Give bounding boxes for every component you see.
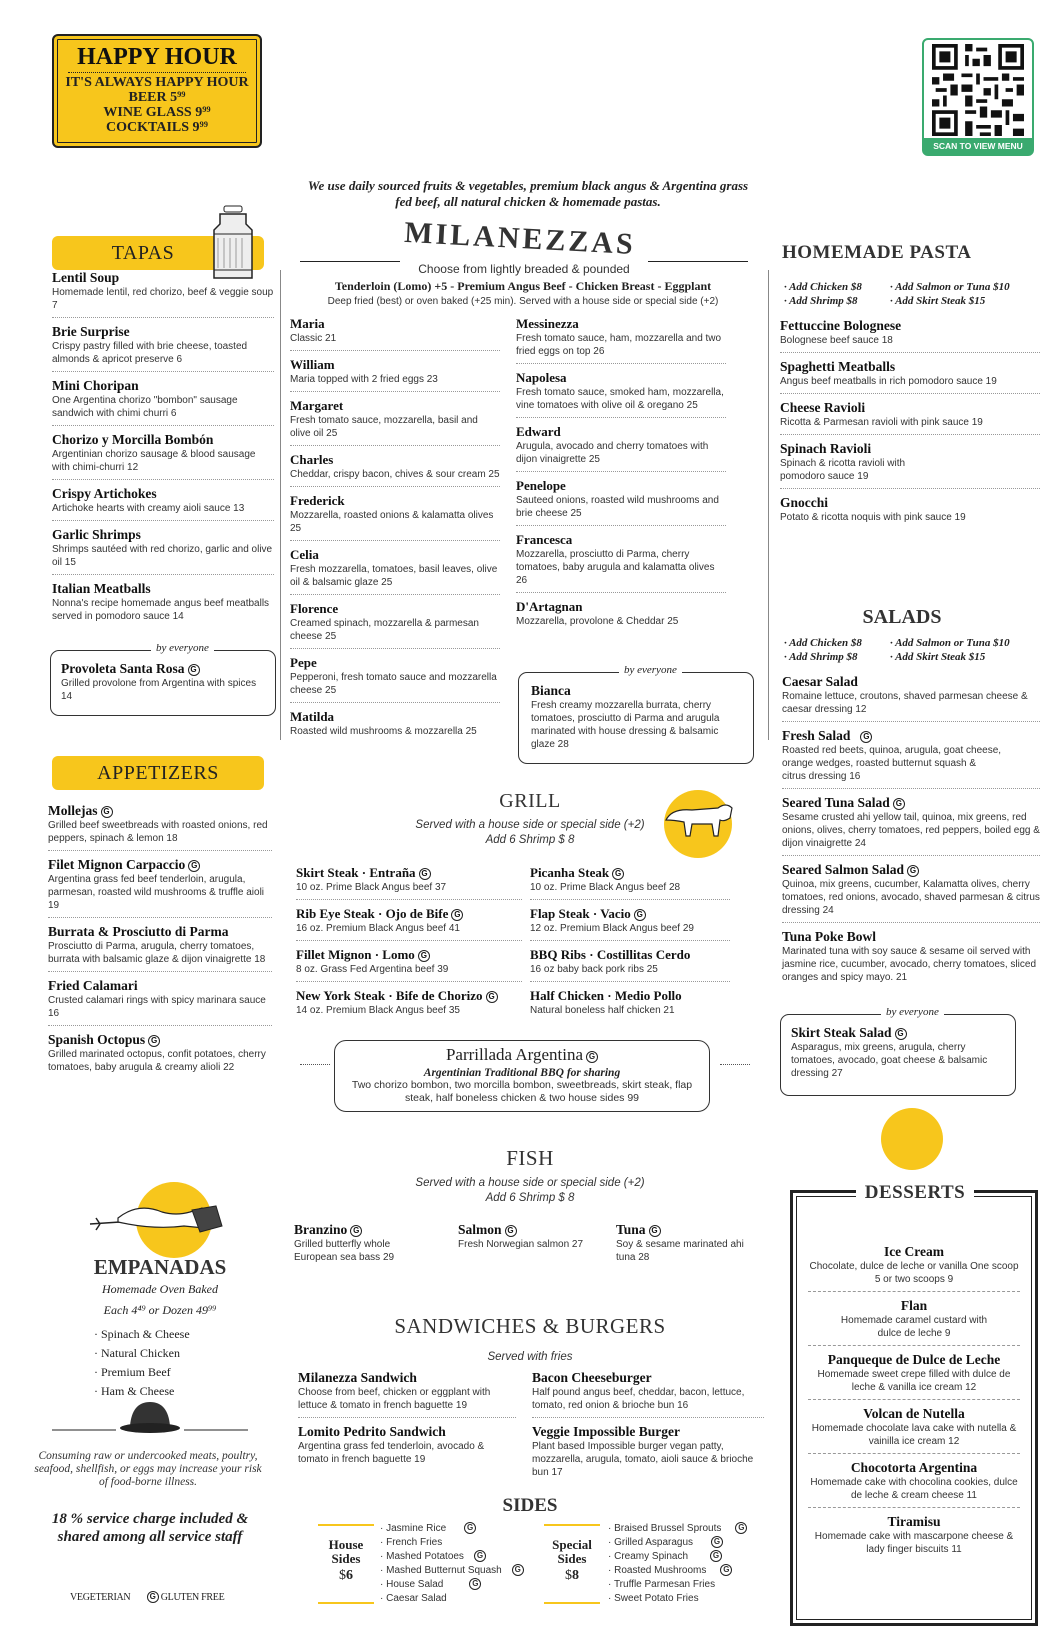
- menu-item-name: Seared Salmon Salad: [782, 862, 905, 877]
- pasta-title: HOMEMADE PASTA: [782, 242, 972, 263]
- menu-item-name: Gnocchi: [780, 495, 829, 510]
- legend: [70, 1591, 224, 1603]
- qr-label: SCAN TO VIEW MENU: [924, 138, 1032, 154]
- menu-item-desc: Sauteed onions, roasted wild mushrooms and brie cheese 25: [516, 495, 719, 519]
- menu-item-desc: Choose from beef, chicken or eggplant with lettuce & tomato in french baguette 19: [298, 1387, 491, 1411]
- gluten-free-icon: G: [586, 1051, 598, 1063]
- empanadas-title: EMPANADAS: [93, 1255, 227, 1279]
- menu-item-desc: Plant based Impossible burger vegan patty, mozzarella, arugula, tomato, aioli sauce & brioche bun 17: [532, 1441, 754, 1478]
- menu-item-name: Half Chicken · Medio Pollo: [530, 988, 682, 1003]
- tapas-title: TAPAS: [111, 241, 175, 264]
- house-sides-list: · Jasmine Rice G · French Fries · Mashed Potatoes G · Mashed Butternut Squash G · House Salad G · Caesar Salad: [380, 1522, 530, 1606]
- side-item: Grilled Asparagus: [614, 1537, 694, 1548]
- happy-hour-title: HAPPY HOUR: [77, 44, 237, 70]
- menu-item-name: Lentil Soup: [52, 270, 120, 285]
- menu-item-desc: Fresh Norwegian salmon 27: [458, 1239, 584, 1250]
- qr-code: [922, 38, 1034, 156]
- empanadas-list: · Spinach & Cheese · Natural Chicken · Premium Beef · Ham & Cheese: [94, 1327, 190, 1398]
- menu-item-name: Skirt Steak · Entraña: [296, 865, 416, 880]
- menu-item-name: Tuna: [616, 1222, 646, 1237]
- house-sides-price: 6: [346, 1568, 353, 1583]
- salad-add: · Add Shrimp $8: [784, 651, 858, 663]
- menu-item-desc: Maria topped with 2 fried eggs 23: [290, 374, 438, 385]
- side-item: Truffle Parmesan Fries: [613, 1579, 716, 1590]
- menu-item-desc: Spinach & ricotta ravioli with pomodoro sauce 19: [780, 458, 906, 482]
- menu-item-desc: Grilled provolone from Argentina with spices 14: [61, 678, 257, 702]
- empanada-item: Premium Beef: [101, 1365, 171, 1379]
- menu-item-name: Branzino: [294, 1222, 348, 1237]
- by-everyone-tag: by everyone: [619, 664, 682, 676]
- appetizers-banner: [52, 756, 264, 790]
- menu-item-desc: Classic 21: [290, 333, 337, 344]
- pasta-add: · Add Skirt Steak $15: [890, 295, 986, 307]
- menu-item-desc: Homemade lentil, red chorizo, beef & veggie soup 7: [52, 287, 274, 311]
- menu-item-name: Mini Choripan: [52, 378, 139, 393]
- empanada-item: Natural Chicken: [101, 1346, 180, 1360]
- menu-item-name: BBQ Ribs · Costillitas Cerdo: [530, 947, 691, 962]
- menu-item-name: Florence: [290, 601, 339, 616]
- sandwiches-sub: Served with fries: [487, 1351, 573, 1363]
- menu-item-name: Napolesa: [516, 370, 567, 385]
- special-sides-bracket: Special Sides $8: [544, 1524, 600, 1604]
- menu-item-name: Bianca: [531, 683, 571, 698]
- parrillada-sub: Argentinian Traditional BBQ for sharing: [423, 1067, 621, 1079]
- side-item: Braised Brussel Sprouts: [614, 1523, 722, 1534]
- salad-add: · Add Chicken $8: [784, 637, 862, 649]
- menu-item-desc: Homemade cake with mascarpone cheese & lady finger biscuits 11: [814, 1531, 1014, 1555]
- menu-item-name: Italian Meatballs: [52, 581, 151, 596]
- menu-item-desc: Fresh tomato sauce, mozzarella, basil and olive oil 25: [290, 415, 478, 439]
- pasta-add: · Add Shrimp $8: [784, 295, 858, 307]
- menu-item-name: Fillet Mignon · Lomo: [296, 947, 415, 962]
- menu-item-desc: Fresh tomato sauce, smoked ham, mozzarella, vine tomatoes with olive oil & oregano 25: [516, 387, 724, 411]
- menu-item-name: Flan: [900, 1298, 928, 1313]
- menu-item-name: Tiramisu: [887, 1514, 941, 1529]
- special-sides-price: 8: [572, 1568, 579, 1583]
- menu-item-name: Spanish Octopus: [48, 1032, 146, 1047]
- special-sides-list: · Braised Brussel Sprouts G · Grilled Asparagus G · Creamy Spinach G · Roasted Mushrooms G · Truffle Parmesan Fries · Sweet Potato Fries: [608, 1522, 768, 1606]
- gluten-free-icon: G: [350, 1225, 362, 1237]
- menu-item-name: Volcan de Nutella: [863, 1406, 965, 1421]
- gluten-free-icon: G: [512, 1564, 524, 1576]
- menu-item-name: Milanezza Sandwich: [298, 1370, 417, 1385]
- gluten-free-icon: G: [148, 1035, 160, 1047]
- menu-item-desc: Marinated tuna with soy sauce & sesame oil served with jasmine rice, cucumber, avocado, cherry tomatoes, sliced oranges and spicy mayo. 21: [782, 946, 1036, 983]
- fish-item: [616, 1222, 752, 1264]
- menu-item-desc: Natural boneless half chicken 21: [530, 1005, 675, 1016]
- menu-item-desc: Homemade cake with chocolina cookies, dulce de leche & cream cheese 11: [810, 1477, 1018, 1501]
- menu-item-name: Tuna Poke Bowl: [782, 929, 877, 944]
- menu-item-name: Spinach Ravioli: [780, 441, 872, 456]
- pasta-add: · Add Chicken $8: [784, 281, 862, 293]
- empanadas-subtitle: Homemade Oven Baked: [102, 1282, 218, 1296]
- gluten-free-icon: G: [464, 1522, 476, 1534]
- menu-item-name: D'Artagnan: [516, 599, 583, 614]
- menu-item-name: Penelope: [516, 478, 566, 493]
- gluten-free-icon: G: [895, 1028, 907, 1040]
- gluten-free-icon: G: [474, 1550, 486, 1562]
- menu-item-name: Garlic Shrimps: [52, 527, 141, 542]
- menu-item-name: Chocotorta Argentina: [850, 1460, 978, 1475]
- menu-item-name: Mollejas: [48, 803, 98, 818]
- menu-item-name: Skirt Steak Salad: [791, 1025, 892, 1040]
- gluten-free-icon: G: [710, 1550, 722, 1562]
- menu-item-desc: Crispy pastry filled with brie cheese, toasted almonds & apricot preserve 6: [52, 341, 248, 365]
- happy-hour-line: IT'S ALWAYS HAPPY HOUR: [65, 75, 249, 90]
- menu-item-name: Ice Cream: [883, 1244, 945, 1259]
- gluten-free-icon: G: [486, 991, 498, 1003]
- happy-hour-line: COCKTAILS 9⁹⁹: [106, 120, 208, 135]
- menu-item-name: Celia: [290, 547, 319, 562]
- salads-featured-box: [780, 1006, 1016, 1096]
- milanezza-divider: [280, 270, 281, 740]
- milanezzas-left-list: [290, 316, 500, 749]
- salad-add: · Add Salmon or Tuna $10: [890, 637, 1010, 649]
- menu-item-name: Caesar Salad: [782, 674, 858, 689]
- fish-title: FISH: [506, 1146, 554, 1170]
- menu-item-name: Veggie Impossible Burger: [532, 1424, 680, 1439]
- gluten-free-icon: G: [612, 868, 624, 880]
- gluten-free-icon: G: [147, 1591, 159, 1603]
- gluten-free-icon: G: [101, 806, 113, 818]
- desserts-title: DESSERTS: [856, 1182, 974, 1204]
- menu-item-name: Spaghetti Meatballs: [780, 359, 896, 374]
- happy-hour-box: [52, 34, 262, 148]
- pasta-adds: [784, 280, 1044, 308]
- gluten-free-icon: G: [419, 868, 431, 880]
- house-sides-bracket: House Sides $6: [318, 1524, 374, 1604]
- menu-item-desc: Crusted calamari rings with spicy marinara sauce 16: [48, 995, 266, 1019]
- gluten-free-icon: G: [188, 860, 200, 872]
- menu-item-desc: Angus beef meatballs in rich pomodoro sauce 19: [780, 376, 997, 387]
- menu-item-desc: 16 oz baby back pork ribs 25: [530, 964, 658, 975]
- gluten-free-icon: G: [188, 664, 200, 676]
- happy-hour-line: BEER 5⁹⁹: [128, 90, 186, 105]
- gluten-free-icon: G: [469, 1578, 481, 1590]
- side-item: Mashed Butternut Squash: [386, 1565, 502, 1576]
- fish-item: [294, 1222, 434, 1264]
- parrillada-name: Parrillada Argentina: [445, 1045, 584, 1064]
- vegetarian-label: VEGETERIAN: [70, 1592, 131, 1603]
- menu-item-desc: Homemade chocolate lava cake with nutella & vainilla ice cream 12: [811, 1423, 1017, 1447]
- menu-item-desc: Shrimps sautéed with red chorizo, garlic and olive oil 15: [52, 544, 273, 568]
- menu-item-desc: Mozzarella, provolone & Cheddar 25: [516, 616, 679, 627]
- sandwiches-left-list: [298, 1370, 516, 1477]
- empanada-hand-icon: [88, 1180, 228, 1260]
- menu-item-desc: 8 oz. Grass Fed Argentina beef 39: [296, 964, 449, 975]
- menu-item-name: Picanha Steak: [530, 865, 610, 880]
- gluten-free-icon: G: [451, 909, 463, 921]
- menu-item-name: Maria: [290, 316, 325, 331]
- menu-item-desc: Half pound angus beef, cheddar, bacon, lettuce, tomato, red onion & brioche bun 16: [532, 1387, 745, 1411]
- house-sides-label: Sides: [331, 1551, 361, 1566]
- menu-item-desc: Argentina grass fed beef tenderloin, arugula, parmesan, roasted wild mushrooms & truffle aioli 19: [48, 874, 265, 911]
- menu-item-name: Panqueque de Dulce de Leche: [827, 1352, 1001, 1367]
- menu-item-name: Pepe: [290, 655, 317, 670]
- menu-item-desc: Fresh tomato sauce, ham, mozzarella and two fried eggs on top 26: [516, 333, 722, 357]
- menu-item-name: Burrata & Prosciutto di Parma: [48, 924, 229, 939]
- menu-item-name: Crispy Artichokes: [52, 486, 157, 501]
- by-everyone-tag: by everyone: [881, 1006, 944, 1018]
- gluten-free-icon: G: [907, 865, 919, 877]
- menu-item-desc: Romaine lettuce, croutons, shaved parmesan cheese & caesar dressing 12: [782, 691, 1028, 715]
- grill-sub1: Served with a house side or special side (+2): [415, 819, 645, 831]
- milanezza-divider: [768, 270, 769, 740]
- menu-item-desc: Homemade caramel custard with dulce de leche 9: [840, 1315, 988, 1339]
- menu-item-desc: Chocolate, dulce de leche or vanilla One scoop 5 or two scoops 9: [809, 1261, 1019, 1285]
- happy-hour-line: WINE GLASS 9⁹⁹: [103, 105, 211, 120]
- menu-item-desc: Pepperoni, fresh tomato sauce and mozzarella cheese 25: [290, 672, 497, 696]
- menu-item-desc: Nonna's recipe homemade angus beef meatballs served in pomodoro sauce 14: [52, 598, 270, 622]
- house-sides-label: House: [328, 1537, 364, 1552]
- pasta-add: · Add Salmon or Tuna $10: [890, 281, 1010, 293]
- menu-item-name: Flap Steak · Vacio: [530, 906, 631, 921]
- menu-item-desc: Potato & ricotta noquis with pink sauce 19: [780, 512, 966, 523]
- gluten-free-icon: G: [649, 1225, 661, 1237]
- parrillada-desc: Two chorizo bombon, two morcilla bombon, sweetbreads, skirt steak, flap steak, half boneless chicken & two house sides 99: [351, 1079, 693, 1104]
- menu-item-name: Edward: [516, 424, 561, 439]
- side-item: Sweet Potato Fries: [614, 1593, 699, 1604]
- menu-item-desc: Artichoke hearts with creamy aioli sauce 13: [52, 503, 245, 514]
- menu-item-name: Matilda: [290, 709, 335, 724]
- by-everyone-tag: by everyone: [151, 642, 214, 654]
- menu-item-name: Messinezza: [516, 316, 579, 331]
- menu-item-desc: Argentina grass fed tenderloin, avocado & tomato in french baguette 19: [298, 1441, 485, 1465]
- qr-code-icon: [932, 44, 1024, 136]
- menu-item-desc: Argentinian chorizo sausage & blood sausage with chimi-churri 12: [52, 449, 256, 473]
- side-item: Jasmine Rice: [386, 1523, 447, 1534]
- menu-item-name: Filet Mignon Carpaccio: [48, 857, 186, 872]
- tapas-list: [52, 270, 274, 634]
- milanezzas-note: Deep fried (best) or oven baked (+25 min). Served with a house side or special side (+2): [327, 296, 719, 307]
- gluten-free-label: GLUTEN FREE: [160, 1592, 225, 1603]
- empanada-item: Ham & Cheese: [101, 1384, 175, 1398]
- menu-item-desc: Sesame crusted ahi yellow tail, quinoa, mix greens, red onions, olives, cherry tomatoes, red peppers, boiled egg & dijon vinaigrette 24: [782, 812, 1040, 849]
- menu-item-name: Provoleta Santa Rosa: [61, 661, 185, 676]
- side-item: Creamy Spinach: [614, 1551, 689, 1562]
- yellow-dot-decoration: [881, 1108, 943, 1170]
- menu-item-desc: Mozzarella, roasted onions & kalamatta olives 25: [290, 510, 494, 534]
- fish-item: [458, 1222, 618, 1251]
- gluten-free-icon: G: [860, 731, 872, 743]
- grill-title: GRILL: [499, 790, 561, 812]
- menu-item-desc: Mozzarella, prosciutto di Parma, cherry tomatoes, baby arugula and kalamatta olives 26: [516, 549, 715, 586]
- menu-item-desc: Grilled beef sweetbreads with roasted onions, red peppers, spinach & lemon 18: [48, 820, 268, 844]
- menu-item-desc: Arugula, avocado and cherry tomatoes with dijon vinaigrette 25: [516, 441, 709, 465]
- menu-item-desc: Ricotta & Parmesan ravioli with pink sauce 19: [780, 417, 983, 428]
- menu-item-desc: Soy & sesame marinated ahi tuna 28: [616, 1239, 744, 1263]
- milanezzas-featured-box: [518, 664, 754, 764]
- service-charge-note: 18 % service charge included & shared among all service staff: [51, 1511, 249, 1545]
- menu-item-desc: 16 oz. Premium Black Angus beef 41: [296, 923, 460, 934]
- sandwiches-right-list: [532, 1370, 764, 1490]
- menu-item-desc: Cheddar, crispy bacon, chives & sour cream 25: [290, 469, 500, 480]
- menu-item-name: Fresh Salad: [782, 728, 851, 743]
- appetizers-list: [48, 803, 272, 1085]
- menu-item-name: Salmon: [458, 1222, 502, 1237]
- desserts-list: [808, 1244, 1020, 1567]
- fish-sub1: Served with a house side or special side (+2): [415, 1177, 645, 1189]
- bowler-hat-icon: [52, 1398, 248, 1438]
- menu-item-name: Cheese Ravioli: [780, 400, 866, 415]
- menu-item-name: William: [290, 357, 335, 372]
- menu-item-name: Brie Surprise: [52, 324, 130, 339]
- empanadas-price: Each 4⁴⁹ or Dozen 49⁹⁹: [103, 1303, 217, 1317]
- empanada-item: Spinach & Cheese: [101, 1327, 190, 1341]
- milanezzas-options: Tenderloin (Lomo) +5 - Premium Angus Beef - Chicken Breast - Eggplant: [334, 279, 712, 293]
- menu-item-name: Bacon Cheeseburger: [532, 1370, 652, 1385]
- milanezzas-title: MILANEZZAS: [403, 215, 637, 262]
- sides-title: SIDES: [502, 1495, 558, 1516]
- pasta-list: [780, 318, 1040, 535]
- menu-item-desc: Fresh creamy mozzarella burrata, cherry tomatoes, prosciutto di Parma and arugula marinated with house dressing & balsamic glaze 28: [531, 700, 720, 750]
- menu-item-name: Charles: [290, 452, 334, 467]
- menu-item-desc: 10 oz. Prime Black Angus beef 37: [296, 882, 447, 893]
- salads-adds: [784, 636, 1044, 664]
- menu-item-desc: Grilled butterfly whole European sea bass 29: [294, 1239, 395, 1263]
- menu-item-desc: Prosciutto di Parma, arugula, cherry tomatoes, burrata with balsamic glaze & dijon vinaigrette 18: [48, 941, 266, 965]
- side-item: Mashed Potatoes: [386, 1551, 464, 1562]
- menu-item-desc: 12 oz. Premium Black Angus beef 29: [530, 923, 694, 934]
- grill-sub2: Add 6 Shrimp $ 8: [485, 834, 575, 846]
- raw-food-warning: Consuming raw or undercooked meats, poultry, seafood, shellfish, or eggs may increase your risk of food-borne illness.: [34, 1450, 262, 1488]
- menu-item-name: Seared Tuna Salad: [782, 795, 890, 810]
- menu-item-desc: 10 oz. Prime Black Angus beef 28: [530, 882, 681, 893]
- menu-item-desc: 14 oz. Premium Black Angus beef 35: [296, 1005, 460, 1016]
- menu-item-desc: One Argentina chorizo "bombon" sausage sandwich with chimi churri 6: [52, 395, 238, 419]
- tapas-featured-box: [50, 642, 276, 716]
- side-item: Caesar Salad: [386, 1593, 447, 1604]
- milanezzas-subtitle: Choose from lightly breaded & pounded: [418, 262, 630, 276]
- menu-item-name: Fettuccine Bolognese: [780, 318, 902, 333]
- salad-add: · Add Skirt Steak $15: [890, 651, 986, 663]
- gluten-free-icon: G: [735, 1522, 747, 1534]
- intro-text: We use daily sourced fruits & vegetables, premium black angus & Argentina grass fed beef, all natural chicken & homemade pastas.: [307, 178, 749, 209]
- menu-item-name: Lomito Pedrito Sandwich: [298, 1424, 446, 1439]
- appetizers-title: APPETIZERS: [97, 761, 219, 784]
- menu-item-desc: Asparagus, mix greens, arugula, cherry tomatoes, avocado, goat cheese & balsamic dressing 27: [791, 1042, 988, 1079]
- menu-item-desc: Roasted red beets, quinoa, arugula, goat cheese, orange wedges, roasted butternut squash & citrus dressing 16: [782, 745, 1002, 782]
- side-item: Roasted Mushrooms: [614, 1565, 707, 1576]
- side-item: French Fries: [386, 1537, 443, 1548]
- menu-item-desc: Homemade sweet crepe filled with dulce de leche & vanilla ice cream 12: [817, 1369, 1011, 1393]
- parrillada-box: [334, 1040, 710, 1112]
- gluten-free-icon: G: [505, 1225, 517, 1237]
- grill-right-list: [530, 865, 730, 1028]
- menu-item-name: Frederick: [290, 493, 345, 508]
- menu-item-desc: Quinoa, mix greens, cucumber, Kalamatta olives, cherry tomatoes, red onions, avocado, shaved parmesan & citrus dressing 24: [782, 879, 1040, 916]
- menu-item-desc: Creamed spinach, mozzarella & parmesan cheese 25: [290, 618, 479, 642]
- menu-item-name: Fried Calamari: [48, 978, 138, 993]
- menu-item-desc: Bolognese beef sauce 18: [780, 335, 893, 346]
- gluten-free-icon: G: [634, 909, 646, 921]
- menu-item-name: Francesca: [516, 532, 573, 547]
- menu-item-desc: Grilled marinated octopus, confit potatoes, cherry tomatoes, baby arugula & creamy alioli 22: [48, 1049, 266, 1073]
- side-item: House Salad: [386, 1579, 444, 1590]
- sandwiches-title: SANDWICHES & BURGERS: [394, 1314, 666, 1338]
- special-sides-label: Special: [552, 1537, 592, 1552]
- menu-item-name: Margaret: [290, 398, 344, 413]
- milanezzas-right-list: [516, 316, 726, 639]
- gluten-free-icon: G: [711, 1536, 723, 1548]
- menu-item-name: Rib Eye Steak · Ojo de Bife: [296, 906, 449, 921]
- special-sides-label: Sides: [557, 1551, 587, 1566]
- gluten-free-icon: G: [893, 798, 905, 810]
- menu-item-name: Chorizo y Morcilla Bombón: [52, 432, 214, 447]
- menu-item-desc: Roasted wild mushrooms & mozzarella 25: [290, 726, 477, 737]
- menu-item-name: New York Steak · Bife de Chorizo: [296, 988, 483, 1003]
- fish-sub2: Add 6 Shrimp $ 8: [485, 1192, 575, 1204]
- salads-list: [782, 674, 1040, 995]
- menu-item-desc: Fresh mozzarella, tomatoes, basil leaves, olive oil & balsamic glaze 25: [290, 564, 498, 588]
- grill-left-list: [296, 865, 522, 1028]
- gluten-free-icon: G: [720, 1564, 732, 1576]
- gluten-free-icon: G: [418, 950, 430, 962]
- salads-title: SALADS: [862, 606, 942, 628]
